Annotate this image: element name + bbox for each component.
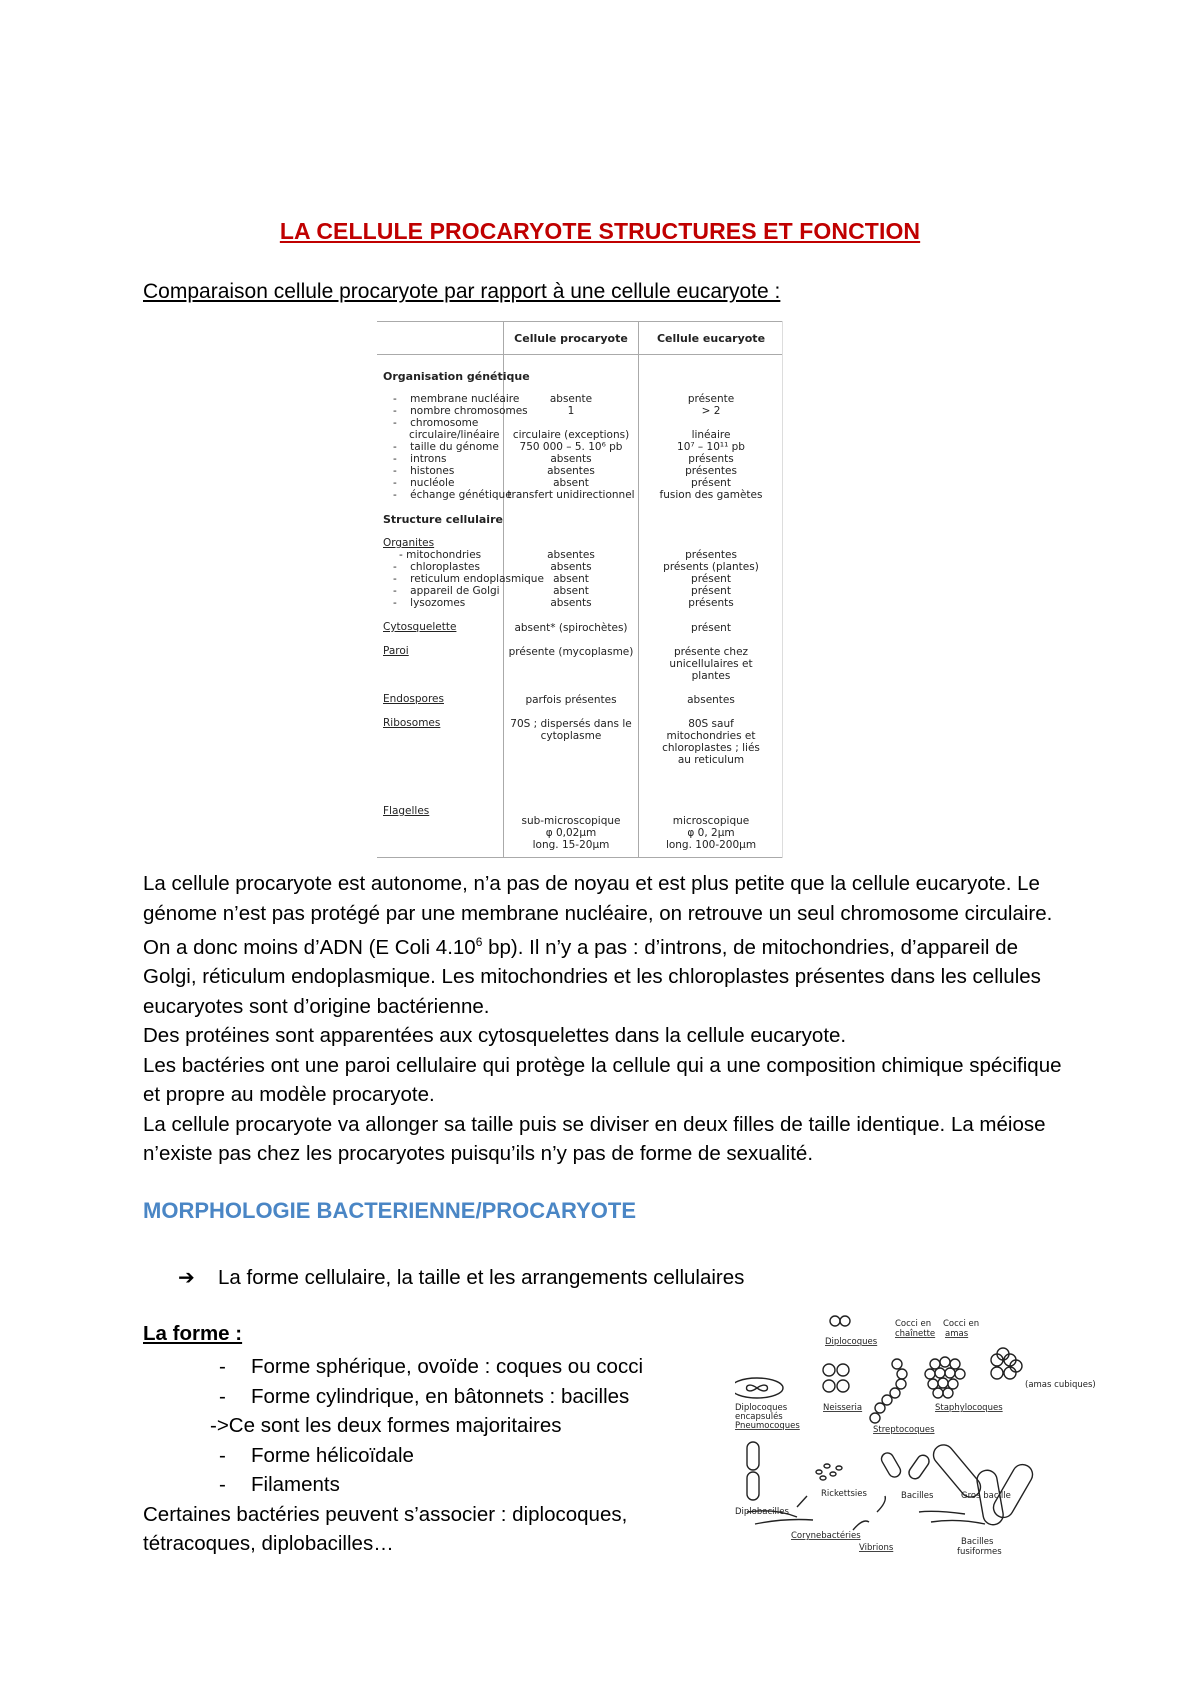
paragraph: Des protéines sont apparentées aux cytosquelettes dans la cellule eucaryote.: [143, 1024, 847, 1048]
cell-pro: absentes: [547, 549, 595, 561]
bullet: -: [393, 573, 397, 585]
label-pneumocoques: Pneumocoques: [735, 1421, 800, 1431]
row-label: - échange génétique: [393, 489, 512, 501]
cell-pro: absents: [550, 453, 592, 465]
cell-euc: φ 0, 2μm: [687, 827, 735, 839]
row-label: Endospores: [383, 693, 444, 705]
neisseria-shape: [823, 1364, 835, 1376]
bullet: -: [393, 405, 397, 417]
bullet: -: [393, 489, 397, 501]
list-item: - Forme sphérique, ovoïde : coques ou cocci: [219, 1355, 643, 1378]
cell-euc: présent: [691, 585, 731, 597]
page-title: LA CELLULE PROCARYOTE STRUCTURES ET FONCTION: [279, 218, 921, 244]
paragraph: Les bactéries ont une paroi cellulaire qui protège la cellule qui a une composition chimique spécifique et propre au modèle procaryote.: [143, 1053, 1062, 1107]
paragraph: La cellule procaryote va allonger sa taille puis se diviser en deux filles de taille identique. La méiose n’existe pas chez les procaryotes puisqu’ils n’y pas de forme de sexualité.: [143, 1112, 1046, 1166]
label-staphylocoques: Staphylocoques: [935, 1403, 1003, 1413]
row-label: Ribosomes: [383, 717, 441, 729]
cell-pro: circulaire (exceptions): [512, 429, 630, 441]
cell-euc: linéaire: [691, 429, 731, 441]
bullet: -: [393, 417, 397, 429]
capsule-shape: [735, 1378, 783, 1398]
cell-pro: absent: [553, 585, 589, 597]
cell-euc: microscopique: [672, 815, 750, 827]
cell-euc: présent: [691, 573, 731, 585]
row-label: - chromosome: [393, 417, 479, 429]
cell-euc: unicellulaires et: [669, 658, 753, 670]
bacteria-morphology-figure: [735, 1312, 1115, 1572]
row-label: Flagelles: [383, 805, 430, 817]
list-item: - Filaments: [219, 1473, 340, 1496]
cell-pro: absents: [550, 561, 592, 573]
label-rickettsies: Rickettsies: [821, 1489, 867, 1499]
cell-pro: absente: [549, 393, 593, 405]
cell-euc: mitochondries et: [666, 730, 756, 742]
row-label: - chloroplastes: [393, 561, 480, 573]
cell-pro: 1: [567, 405, 575, 417]
cell-pro: absents: [550, 597, 592, 609]
col-header-procaryote: Cellule procaryote: [514, 332, 628, 345]
cell-euc: présent: [691, 477, 731, 489]
row-label: - nombre chromosomes: [393, 405, 528, 417]
label-cocci-chainette: Cocci en: [895, 1319, 932, 1329]
label-amas-cubiques: (amas cubiques): [1025, 1380, 1096, 1390]
row-label: - introns: [393, 453, 447, 465]
row-label: Paroi: [383, 645, 409, 657]
row-label-cont: circulaire/linéaire: [409, 429, 500, 441]
cell-pro: cytoplasme: [540, 730, 602, 742]
section-heading-morphologie: MORPHOLOGIE BACTERIENNE/PROCARYOTE: [143, 1198, 636, 1223]
arrow-point: [178, 1265, 744, 1290]
cell-euc: 10⁷ – 10¹¹ pb: [677, 441, 745, 453]
cell-pro: absent* (spirochètes): [514, 622, 628, 634]
bullet: -: [393, 585, 397, 597]
cell-euc: plantes: [691, 670, 731, 682]
paragraph: La cellule procaryote est autonome, n’a pas de noyau et est plus petite que la cellule eucaryote. Le génome n’est pas protégé par une membrane nucléaire, on retrouve un seul chromosome circulaire. On a donc moins d’ADN (E Coli 4.10$^6$ bp). Il n’y a pas : d’introns, de mitochondries, d’appareil de Golgi, réticulum endoplasmique. Les mitochondries et les chloroplastes présentes dans les cellules eucaryotes sont d’origine bactérienne.: [143, 872, 1053, 1018]
bullet: -: [393, 393, 397, 405]
cell-pro: absentes: [547, 465, 595, 477]
forme-heading: La forme :: [143, 1322, 243, 1345]
list-item: - Forme hélicoïdale: [219, 1443, 414, 1467]
col-header-eucaryote: Cellule eucaryote: [656, 332, 766, 345]
bullet: -: [393, 561, 397, 573]
label-diplo-encaps-2: encapsulés: [735, 1412, 783, 1422]
row-label: - lysozomes: [393, 597, 466, 609]
cell-pro: parfois présentes: [525, 694, 617, 706]
comparison-table: [377, 321, 783, 858]
cell-euc: présente chez: [673, 646, 749, 658]
cell-pro: présente (mycoplasme): [508, 646, 634, 658]
label-cocci-amas-2: amas: [945, 1329, 969, 1339]
label-gros-bacille: Gros bacille: [961, 1491, 1011, 1501]
label-diplo-encaps: Diplocoques: [735, 1403, 788, 1413]
body-text: [143, 869, 1073, 1169]
label-diplocoques: Diplocoques: [825, 1337, 878, 1347]
list-note: ->Ce sont les deux formes majoritaires: [210, 1414, 562, 1437]
cell-pro: long. 15-20μm: [532, 839, 610, 851]
cell-euc: présentes: [685, 549, 737, 561]
label-streptocoques: Streptocoques: [873, 1425, 935, 1435]
cell-pro: φ 0,02μm: [545, 827, 597, 839]
cell-pro: absent: [553, 573, 589, 585]
coccus-shape: [830, 1316, 840, 1326]
cell-euc: présentes: [685, 465, 737, 477]
section-structure-cellulaire: Structure cellulaire: [383, 513, 503, 526]
diplobacille-shape: [747, 1442, 759, 1470]
label-diplobacilles: Diplobacilles: [735, 1507, 789, 1517]
section-organites: Organites: [383, 537, 435, 549]
cell-euc: présents: [688, 597, 734, 609]
cell-euc: présente: [687, 393, 735, 405]
bullet: -: [393, 477, 397, 489]
cell-euc: fusion des gamètes: [659, 489, 763, 501]
pneumococcus-shape: [747, 1385, 768, 1391]
cell-pro: sub-microscopique: [521, 815, 621, 827]
label-bacilles-fusiformes-2: fusiformes: [957, 1547, 1002, 1557]
cell-pro: 70S ; dispersés dans le: [510, 718, 632, 730]
cell-euc: long. 100-200μm: [665, 839, 757, 851]
row-label: - membrane nucléaire: [393, 393, 520, 405]
row-label: Cytosquelette: [383, 621, 457, 633]
cell-pro: absent: [553, 477, 589, 489]
bullet: -: [393, 465, 397, 477]
label-bacilles: Bacilles: [901, 1491, 934, 1501]
coccus-shape: [840, 1316, 850, 1326]
label-cocci-amas: Cocci en: [943, 1319, 980, 1329]
cell-pro: 750 000 – 5. 10⁶ pb: [519, 441, 623, 453]
section-organisation-genetique: Organisation génétique: [383, 370, 530, 383]
row-label: - appareil de Golgi: [393, 585, 500, 597]
arrow-right-icon: ➔: [178, 1267, 195, 1289]
forme-list: [143, 1352, 643, 1559]
bullet: -: [393, 453, 397, 465]
bullet: -: [393, 441, 397, 453]
row-label: - reticulum endoplasmique: [393, 573, 544, 585]
cell-euc: > 2: [701, 405, 721, 417]
cell-euc: présents: [688, 453, 734, 465]
row-label: - histones: [393, 465, 455, 477]
cell-euc: présent: [691, 622, 731, 634]
closing-line: tétracoques, diplobacilles…: [143, 1532, 394, 1555]
row-label: - nucléole: [393, 477, 455, 489]
label-cocci-chainette-2: chaînette: [895, 1329, 936, 1339]
bullet: -: [393, 597, 397, 609]
cell-euc: absentes: [687, 694, 735, 706]
cell-pro: transfert unidirectionnel: [507, 489, 635, 501]
label-bacilles-fusiformes: Bacilles: [961, 1537, 994, 1547]
arrow-point-text: La forme cellulaire, la taille et les arrangements cellulaires: [218, 1266, 745, 1289]
label-neisseria: Neisseria: [823, 1403, 863, 1413]
closing-line: Certaines bactéries peuvent s’associer : diplocoques,: [143, 1502, 628, 1526]
comparison-subtitle: Comparaison cellule procaryote par rapport à une cellule eucaryote :: [143, 280, 781, 303]
cell-euc: 80S sauf: [688, 718, 734, 730]
row-label: - mitochondries: [399, 549, 482, 561]
cell-euc: au reticulum: [677, 754, 745, 766]
row-label: - taille du génome: [393, 441, 499, 453]
label-vibrions: Vibrions: [859, 1543, 894, 1553]
label-corynebacteries: Corynebactéries: [791, 1531, 861, 1541]
cell-euc: chloroplastes ; liés: [662, 742, 760, 754]
cell-euc: présents (plantes): [663, 561, 759, 573]
list-item: - Forme cylindrique, en bâtonnets : bacilles: [219, 1384, 630, 1408]
